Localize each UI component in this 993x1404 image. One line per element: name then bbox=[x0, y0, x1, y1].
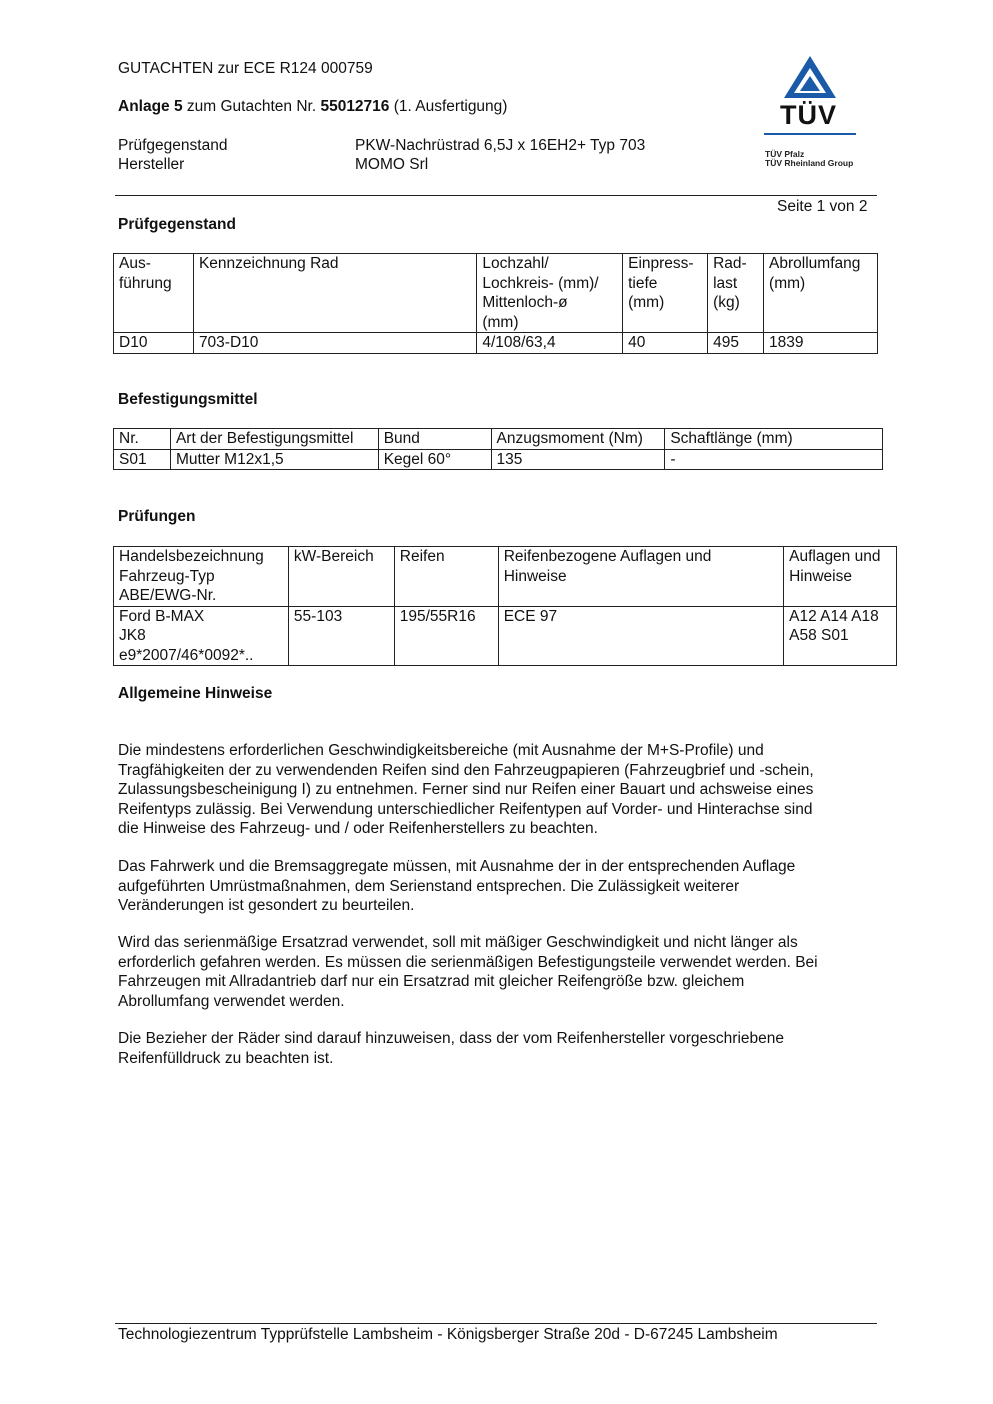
header-cell: Abrollumfang (mm) bbox=[764, 254, 878, 333]
table-header-row bbox=[114, 429, 883, 450]
anlage-tail: (1. Ausfertigung) bbox=[389, 98, 508, 115]
header-cell: Einpress- tiefe (mm) bbox=[623, 254, 708, 333]
table-cell: 195/55R16 bbox=[394, 606, 498, 666]
header-cell: Rad- last (kg) bbox=[708, 254, 764, 333]
table-cell: Mutter M12x1,5 bbox=[170, 449, 378, 470]
tuev-brand: TÜV bbox=[780, 100, 837, 130]
header-cell: Bund bbox=[378, 429, 491, 450]
footer-address: Technologiezentrum Typprüfstelle Lambsheim - Königsberger Straße 20d - D-67245 Lambsheim bbox=[118, 1326, 778, 1343]
header-cell: Handelsbezeichnung Fahrzeug-Typ ABE/EWG-Nr. bbox=[114, 547, 289, 607]
header-cell: kW-Bereich bbox=[288, 547, 394, 607]
header-cell: Auflagen und Hinweise bbox=[784, 547, 897, 607]
table-header-row bbox=[114, 254, 878, 333]
header-cell: Reifen bbox=[394, 547, 498, 607]
hersteller-label: Hersteller bbox=[118, 156, 185, 173]
section-pruefungen-title: Prüfungen bbox=[118, 508, 196, 525]
table-cell: A12 A14 A18 A58 S01 bbox=[784, 606, 897, 666]
table-cell: 40 bbox=[623, 333, 708, 354]
table-header-row bbox=[114, 547, 897, 607]
pruefgegenstand-value: PKW-Nachrüstrad 6,5J x 16EH2+ Typ 703 bbox=[355, 137, 646, 154]
table-cell: - bbox=[665, 449, 883, 470]
table-cell: 495 bbox=[708, 333, 764, 354]
anlage-line bbox=[118, 97, 507, 117]
header-cell: Art der Befestigungsmittel bbox=[170, 429, 378, 450]
header-cell: Nr. bbox=[114, 429, 171, 450]
table-row bbox=[114, 333, 878, 354]
table-cell: Kegel 60° bbox=[378, 449, 491, 470]
tuev-line2: TÜV Rheinland Group bbox=[765, 158, 854, 168]
befestigungsmittel-table bbox=[113, 428, 883, 470]
hersteller-value: MOMO Srl bbox=[355, 156, 429, 173]
page-number: Seite 1 von 2 bbox=[777, 198, 868, 215]
section-befestigungsmittel-title: Befestigungsmittel bbox=[118, 391, 258, 408]
table-row bbox=[114, 606, 897, 666]
anlage-mid: zum Gutachten Nr. bbox=[182, 98, 321, 115]
table-cell: ECE 97 bbox=[498, 606, 783, 666]
hinweis-paragraph: Das Fahrwerk und die Bremsaggregate müssen, mit Ausnahme der in der entsprechenden Auflage aufgeführten Umrüstmaßnahmen, dem Serienstand entsprechen. Die Zulässigkeit weiterer Veränderungen ist gesondert zu beurteilen. bbox=[118, 858, 796, 914]
table-cell: Ford B-MAX JK8 e9*2007/46*0092*.. bbox=[114, 606, 289, 666]
table-cell: D10 bbox=[114, 333, 194, 354]
pruefungen-table bbox=[113, 546, 897, 666]
table-row bbox=[114, 449, 883, 470]
pruefgegenstand-table bbox=[113, 253, 878, 354]
header-cell: Anzugsmoment (Nm) bbox=[491, 429, 665, 450]
header-divider bbox=[115, 195, 877, 196]
header-cell: Lochzahl/ Lochkreis- (mm)/ Mittenloch-ø (mm) bbox=[477, 254, 623, 333]
table-cell: S01 bbox=[114, 449, 171, 470]
table-cell: 135 bbox=[491, 449, 665, 470]
table-cell: 4/108/63,4 bbox=[477, 333, 623, 354]
section-pruefgegenstand-title: Prüfgegenstand bbox=[118, 216, 236, 233]
hinweis-paragraph: Die Bezieher der Räder sind darauf hinzuweisen, dass der vom Reifenhersteller vorgeschriebene Reifenfülldruck zu beachten ist. bbox=[118, 1030, 784, 1067]
header-cell: Schaftlänge (mm) bbox=[665, 429, 883, 450]
table-cell: 1839 bbox=[764, 333, 878, 354]
header-cell: Aus- führung bbox=[114, 254, 194, 333]
table-cell: 703-D10 bbox=[193, 333, 476, 354]
footer-divider bbox=[115, 1323, 877, 1324]
section-allgemeine-hinweise-title: Allgemeine Hinweise bbox=[118, 685, 273, 702]
hinweis-paragraph: Wird das serienmäßige Ersatzrad verwendet, soll mit mäßiger Geschwindigkeit und nicht länger als erforderlich gefahren werden. Es müssen die serienmäßigen Befestigungsteile verwendet werden. Bei Fahrzeugen mit Allradantrieb darf nur ein Ersatzrad mit gleicher Reifengröße bzw. gleichem Abrollumfang verwendet werden. bbox=[118, 934, 818, 1010]
table-cell: 55-103 bbox=[288, 606, 394, 666]
hinweis-paragraph: Die mindestens erforderlichen Geschwindigkeitsbereiche (mit Ausnahme der M+S-Profile) und Tragfähigkeiten der zu verwendenden Reifen sind den Fahrzeugpapieren (Fahrzeugbrief und -schein, Zulassungsbescheinigung I) zu entnehmen. Ferner sind nur Reifen einer Bauart und achsweise eines Reifentyps zulässig. Bei Verwendung unterschiedlicher Reifentypen auf Vorder- und Hinterachse sind die Hinweise des Fahrzeug- und / oder Reifenherstellers zu beachten. bbox=[118, 742, 814, 837]
header-cell: Kennzeichnung Rad bbox=[193, 254, 476, 333]
anlage-label: Anlage 5 bbox=[118, 98, 183, 115]
header-cell: Reifenbezogene Auflagen und Hinweise bbox=[498, 547, 783, 607]
document-reference: GUTACHTEN zur ECE R124 000759 bbox=[118, 60, 373, 77]
pruefgegenstand-label: Prüfgegenstand bbox=[118, 137, 228, 154]
gutachten-number: 55012716 bbox=[320, 98, 390, 115]
tuev-logo bbox=[760, 54, 860, 174]
tuev-line1: TÜV Pfalz bbox=[765, 149, 805, 159]
